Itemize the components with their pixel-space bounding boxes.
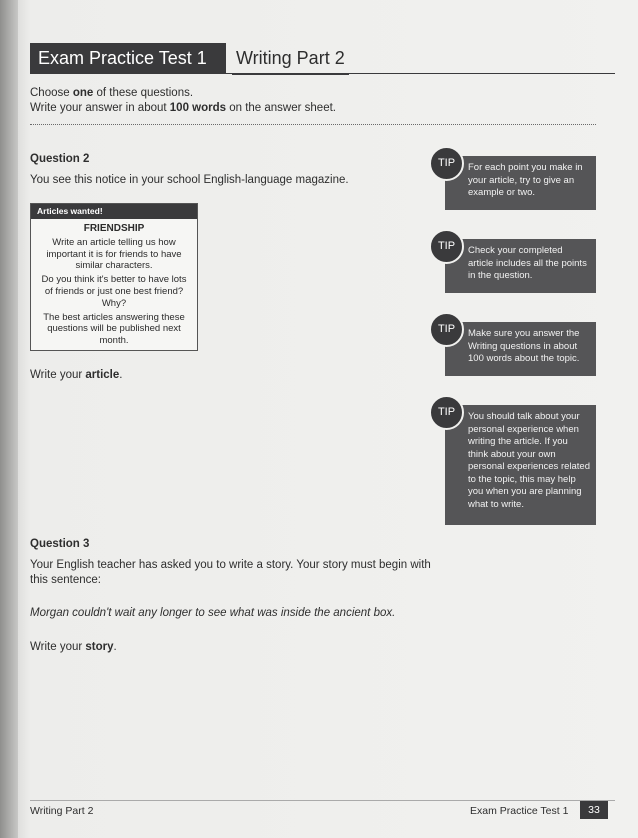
question-3-prompt-line-2: this sentence: bbox=[30, 574, 101, 586]
tip-badge-3: TIP bbox=[429, 312, 464, 347]
tip-box-3: Make sure you answer the Writing questions in about 100 words about the topic. bbox=[445, 322, 596, 376]
question-3-prompt-line-1: Your English teacher has asked you to write a story. Your story must begin with bbox=[30, 559, 431, 571]
footer-rule bbox=[30, 800, 615, 801]
question-2-instruction-emphasis: article bbox=[85, 369, 120, 381]
question-2-instruction bbox=[30, 368, 122, 383]
intro-line-2-text: Write your answer in about bbox=[30, 102, 170, 114]
page-gutter-shadow bbox=[0, 0, 18, 838]
tip-badge-2: TIP bbox=[429, 229, 464, 264]
question-2-prompt: You see this notice in your school English-language magazine. bbox=[30, 174, 349, 186]
header-section-title: Writing Part 2 bbox=[232, 43, 349, 75]
intro-line-2-emphasis: 100 words bbox=[169, 102, 227, 114]
header-rule bbox=[30, 73, 615, 74]
question-3-heading: Question 3 bbox=[30, 538, 90, 550]
header-test-title: Exam Practice Test 1 bbox=[30, 43, 226, 73]
question-3-instruction bbox=[30, 640, 117, 655]
question-2-heading: Question 2 bbox=[30, 153, 90, 165]
footer-section-label: Writing Part 2 bbox=[30, 805, 94, 817]
question-3-instruction-text: Write your bbox=[30, 641, 86, 653]
intro-line-1-text: Choose bbox=[30, 87, 73, 99]
tip-box-2: Check your completed article includes all the points in the question. bbox=[445, 239, 596, 293]
question-3-story-sentence: Morgan couldn't wait any longer to see what was inside the ancient box. bbox=[30, 607, 396, 619]
notice-paragraph-2: Do you think it's better to have lots of friends or just one best friend? Why? bbox=[41, 274, 187, 309]
tip-box-4: You should talk about your personal experience when writing the article. If you think about your own personal experiences related to the topic, this may help you when you are planning what to write. bbox=[445, 405, 596, 525]
intro-line-2 bbox=[30, 101, 336, 116]
dotted-separator bbox=[30, 124, 596, 125]
notice-header-bar: Articles wanted! bbox=[31, 204, 197, 219]
notice-title: FRIENDSHIP bbox=[83, 223, 145, 234]
intro-line-1-emphasis: one bbox=[72, 87, 94, 99]
question-2-instruction-end: . bbox=[119, 369, 123, 381]
tip-badge-4: TIP bbox=[429, 395, 464, 430]
tip-badge-1: TIP bbox=[429, 146, 464, 181]
question-3-instruction-emphasis: story bbox=[85, 641, 114, 653]
intro-line-1-end: of these questions. bbox=[93, 87, 194, 99]
page-number: 33 bbox=[580, 801, 608, 819]
notice-paragraph-1: Write an article telling us how important it is for friends to have similar characters. bbox=[46, 236, 182, 272]
intro-line-1 bbox=[30, 86, 193, 101]
question-3-instruction-end: . bbox=[113, 641, 117, 653]
notice-body bbox=[31, 219, 197, 347]
notice-paragraph-3: The best articles answering these questions will be published next month. bbox=[43, 311, 185, 347]
question-2-instruction-text: Write your bbox=[30, 369, 86, 381]
intro-line-2-end: on the answer sheet. bbox=[226, 102, 336, 114]
notice-card bbox=[30, 203, 198, 351]
tip-box-1: For each point you make in your article, try to give an example or two. bbox=[445, 156, 596, 210]
footer-test-label: Exam Practice Test 1 bbox=[470, 805, 569, 817]
